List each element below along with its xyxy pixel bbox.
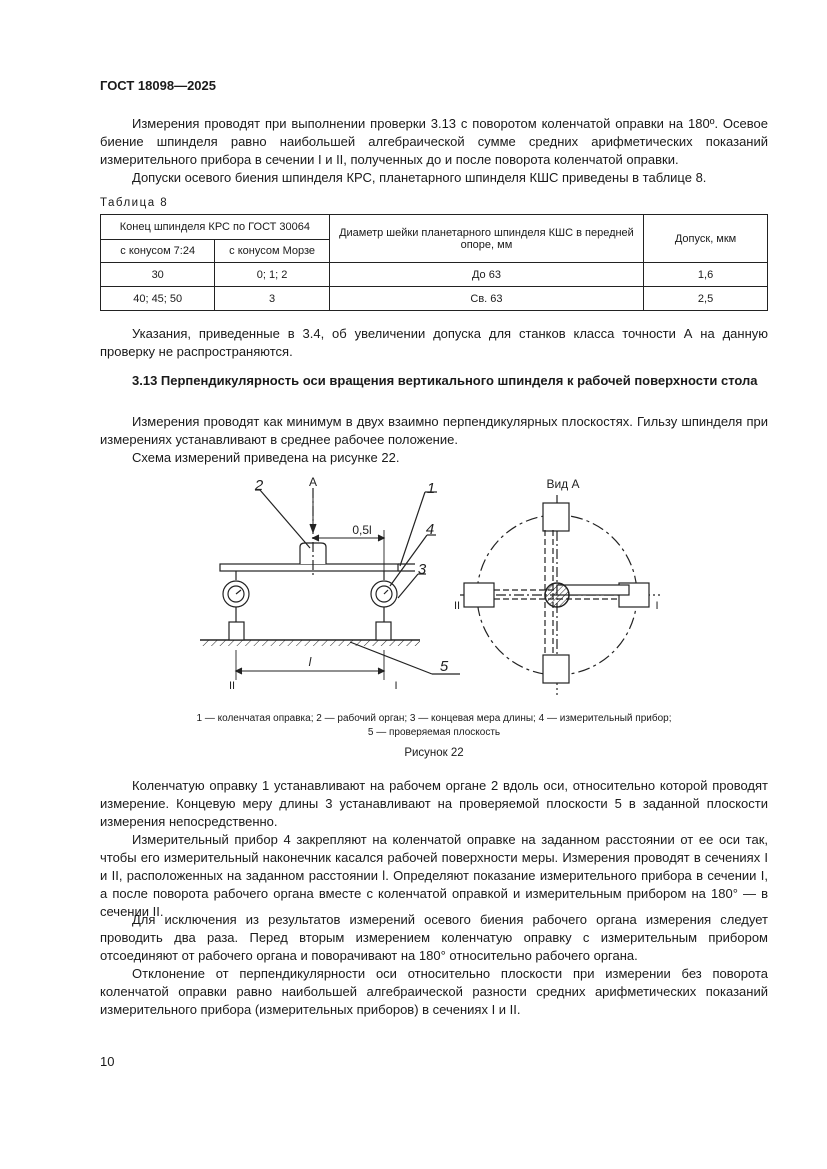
cell-tolerance: 1,6 <box>644 263 768 287</box>
section-title: 3.13 Перпендикулярность оси вращения вертикального шпинделя к рабочей поверхности стола <box>132 373 758 388</box>
table-header-tolerance: Допуск, мкм <box>644 215 768 263</box>
figure-legend-line-1: 1 — коленчатая оправка; 2 — рабочий орган; 3 — концевая мера длины; 4 — измерительный прибор; <box>196 713 672 724</box>
table-header-group: Конец шпинделя КРС по ГОСТ 30064 <box>101 215 330 240</box>
section-paragraph-1: Измерения проводят как минимум в двух взаимно перпендикулярных плоскостях. Гильзу шпинделя при измерениях устанавливают в среднее рабочее положение. <box>100 414 768 447</box>
note-paragraph: Указания, приведенные в 3.4, об увеличении допуска для станков класса точности А на данную проверку не распространяются. <box>100 326 768 359</box>
body-paragraph-2: Измерительный прибор 4 закрепляют на коленчатой оправке на заданном расстоянии от ее оси так, чтобы его измерительный наконечник касался рабочей поверхности меры. Измерения проводят в сечениях I и II, расположенных на заданном расстоянии l. Определяют показание измерительного прибора в сечении I, а после поворота рабочего органа вместе с коленчатой оправкой и измерительным прибором на 180° — в сечении II. <box>100 832 768 919</box>
intro-paragraph-1: Измерения проводят при выполнении проверки 3.13 с поворотом коленчатой оправки на 180º. Осевое биение шпинделя равно наибольшей алгебраической сумме средних арифметических показаний измерительного прибора в сечении I и II, полученных до и после поворота коленчатой оправки. <box>100 116 768 167</box>
label-num-4: 4 <box>425 521 435 538</box>
label-half-l: 0,5l <box>352 523 372 537</box>
table-row <box>101 263 768 287</box>
label-num-2: 2 <box>254 477 264 494</box>
cell-tolerance: 2,5 <box>644 287 768 311</box>
cell-morse: 3 <box>215 287 329 311</box>
body-paragraph-1: Коленчатую оправку 1 устанавливают на рабочем органе 2 вдоль оси, относительно которой проводят измерение. Концевую меру длины 3 устанавливают на проверяемой плоскости 5 в заданной плоскости измерения непосредственно. <box>100 778 768 829</box>
section-paragraph-2: Схема измерений приведена на рисунке 22. <box>132 450 400 465</box>
figure-caption: Рисунок 22 <box>404 747 464 759</box>
label-a: А <box>308 475 318 489</box>
cell-diameter: Св. 63 <box>329 287 643 311</box>
cell-morse: 0; 1; 2 <box>215 263 329 287</box>
table-hatch <box>200 640 420 646</box>
figure-legend-line-2: 5 — проверяемая плоскость <box>367 727 501 738</box>
label-view-a: Вид А <box>546 477 580 491</box>
document-header: ГОСТ 18098—2025 <box>100 78 216 93</box>
table-header-diameter: Диаметр шейки планетарного шпинделя КШС в передней опоре, мм <box>329 215 643 263</box>
gauge-block-left <box>229 622 244 640</box>
gauge-block-right <box>376 622 391 640</box>
cranked-mandrel <box>220 564 398 571</box>
page-number: 10 <box>100 1054 115 1069</box>
cell-cone724: 40; 45; 50 <box>101 287 215 311</box>
label-section-right: I <box>394 680 398 692</box>
label-section-left: II <box>228 680 236 692</box>
body-paragraph-3: Для исключения из результатов измерений осевого биения рабочего органа измерения следует проводить два раза. Перед вторым измерением коленчатую оправку с измерительным прибором отсоединяют от рабочего органа и поворачивают на 180° относительно рабочего органа. <box>100 912 768 963</box>
label-num-5: 5 <box>439 658 449 675</box>
figure-22-diagram <box>0 470 827 710</box>
label-num-3: 3 <box>417 561 427 578</box>
table-header-morse: с конусом Морзе <box>215 240 329 263</box>
body-paragraph-4: Отклонение от перпендикулярности оси относительно плоскости при измерении без поворота коленчатой оправки равно наибольшей алгебраической разности средних арифметических показаний измерительного прибора (измерительных приборов) в сечениях I и II. <box>100 966 768 1017</box>
table-header-cone724: с конусом 7:24 <box>101 240 215 263</box>
table-caption: Таблица 8 <box>100 197 169 209</box>
spindle-section <box>545 583 569 607</box>
label-view-section-right: I <box>655 600 659 612</box>
table-row <box>101 287 768 311</box>
label-l: l <box>308 655 312 669</box>
top-view <box>460 495 660 695</box>
cell-diameter: До 63 <box>329 263 643 287</box>
table-8 <box>100 214 768 311</box>
intro-paragraph-2: Допуски осевого биения шпинделя КРС, планетарного шпинделя КШС приведены в таблице 8. <box>132 170 707 185</box>
side-view <box>200 488 460 680</box>
label-view-section-left: II <box>453 600 461 612</box>
cell-cone724: 30 <box>101 263 215 287</box>
label-num-1: 1 <box>426 480 436 497</box>
